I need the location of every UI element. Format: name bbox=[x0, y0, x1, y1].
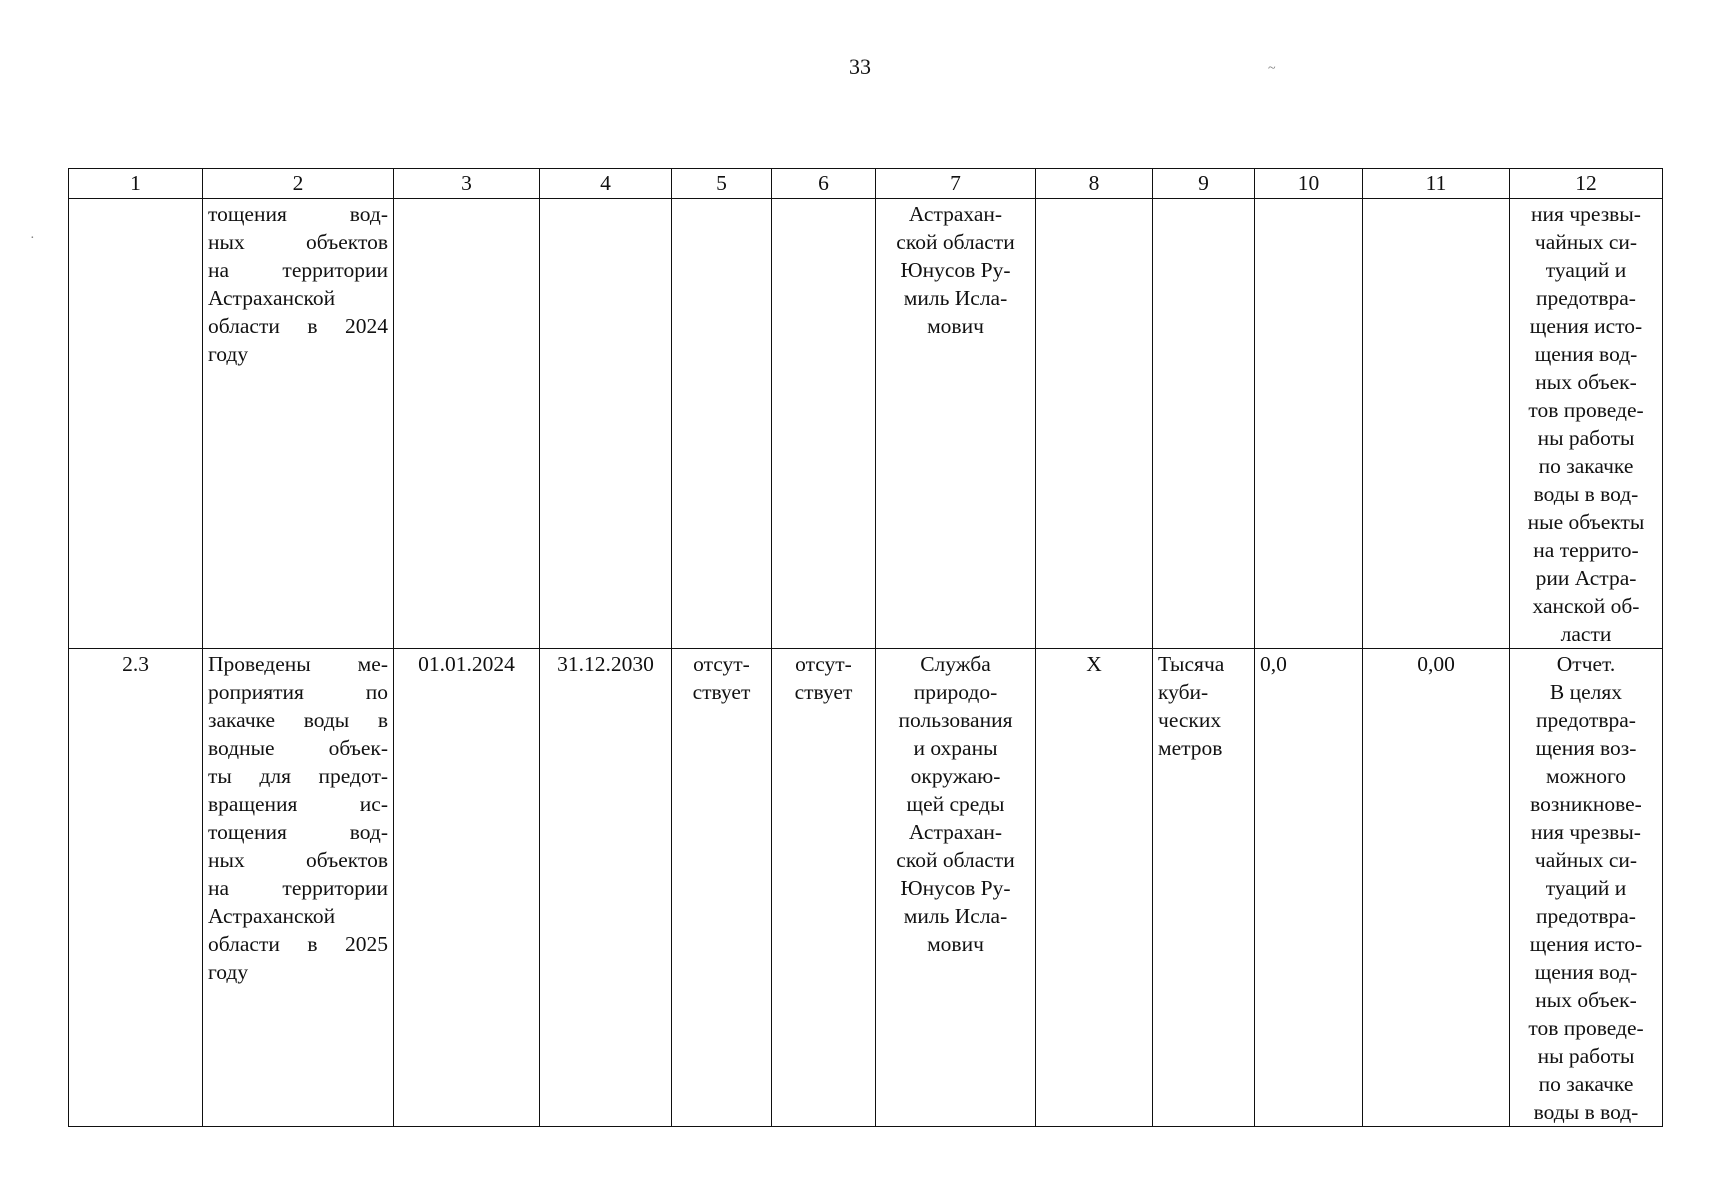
value-cell bbox=[1255, 199, 1363, 649]
cell-line: пользования bbox=[898, 708, 1013, 732]
page-number: 33 bbox=[849, 54, 871, 79]
cell-line: куби- bbox=[1158, 680, 1209, 704]
table-row bbox=[69, 199, 1663, 649]
cell-line: щения воз- bbox=[1535, 736, 1637, 760]
cell-line: метров bbox=[1158, 736, 1223, 760]
responsible-cell bbox=[876, 649, 1036, 1127]
cell-line: ния чрезвы- bbox=[1531, 820, 1641, 844]
column-8-cell bbox=[1036, 199, 1153, 649]
cell-line: рии Астра- bbox=[1535, 566, 1637, 590]
cell-line: ные объекты bbox=[1527, 510, 1645, 534]
measure-name-cell bbox=[203, 199, 394, 649]
cell-line: щения исто- bbox=[1529, 314, 1643, 338]
cell-line: по закачке bbox=[1538, 454, 1634, 478]
cell-line: отсут- bbox=[795, 652, 852, 676]
cell-line: миль Исла- bbox=[903, 904, 1008, 928]
cell-line: окружаю- bbox=[910, 764, 1001, 788]
cell-line: области в 2024 bbox=[208, 314, 388, 338]
cell-line: тощения вод- bbox=[208, 820, 388, 844]
cell-line: ласти bbox=[1560, 622, 1612, 646]
document-table bbox=[68, 168, 1663, 1127]
cell-line: возникнове- bbox=[1530, 792, 1642, 816]
cell-line: закачке воды в bbox=[208, 708, 388, 732]
scan-mark: · bbox=[30, 231, 35, 246]
cell-line: чайных си- bbox=[1534, 230, 1638, 254]
start-date-cell: 01.01.2024 bbox=[394, 649, 540, 1127]
cell-line: ствует bbox=[794, 680, 853, 704]
value-cell bbox=[1363, 199, 1510, 649]
cell-line: воды в вод- bbox=[1533, 482, 1639, 506]
cell-line: по закачке bbox=[1538, 1072, 1634, 1096]
column-number: 3 bbox=[394, 169, 540, 199]
cell-line: туаций и bbox=[1545, 258, 1627, 282]
cell-line: щей среды bbox=[906, 792, 1005, 816]
table-row bbox=[69, 649, 1663, 1127]
cell-line: Астраханской bbox=[208, 286, 336, 310]
column-number: 1 bbox=[69, 169, 203, 199]
item-number-cell bbox=[69, 199, 203, 649]
cell-line: ты для предот- bbox=[208, 764, 388, 788]
column-number: 4 bbox=[540, 169, 672, 199]
cell-line: на территории bbox=[208, 258, 388, 282]
cell-line: ны работы bbox=[1537, 1044, 1635, 1068]
cell-line: щения исто- bbox=[1529, 932, 1643, 956]
column-number: 10 bbox=[1255, 169, 1363, 199]
cell-line: предотвра- bbox=[1536, 286, 1636, 310]
column-number: 7 bbox=[876, 169, 1036, 199]
column-number: 9 bbox=[1153, 169, 1255, 199]
cell-line: ствует bbox=[692, 680, 751, 704]
measure-name-cell bbox=[203, 649, 394, 1127]
cell-line: Тысяча bbox=[1158, 652, 1225, 676]
column-number: 8 bbox=[1036, 169, 1153, 199]
cell-line: области в 2025 bbox=[208, 932, 388, 956]
cell-line: Служба bbox=[920, 652, 991, 676]
cell-line: роприятия по bbox=[208, 680, 388, 704]
value-cell: 0,00 bbox=[1363, 649, 1510, 1127]
cell-line: и охраны bbox=[913, 736, 998, 760]
cell-line: миль Исла- bbox=[903, 286, 1008, 310]
cell-line: Юнусов Ру- bbox=[900, 876, 1011, 900]
column-number: 6 bbox=[772, 169, 876, 199]
item-number-cell: 2.3 bbox=[69, 649, 203, 1127]
cell-line: туаций и bbox=[1545, 876, 1627, 900]
column-6-cell bbox=[772, 199, 876, 649]
cell-line: Отчет. bbox=[1556, 652, 1616, 676]
cell-line: воды в вод- bbox=[1533, 1100, 1639, 1124]
cell-line: ской области bbox=[896, 848, 1015, 872]
cell-line: году bbox=[208, 960, 249, 984]
cell-line: мович bbox=[927, 314, 984, 338]
cell-line: предотвра- bbox=[1536, 708, 1636, 732]
cell-line: отсут- bbox=[693, 652, 750, 676]
end-date-cell: 31.12.2030 bbox=[540, 649, 672, 1127]
cell-line: щения вод- bbox=[1534, 342, 1638, 366]
column-number: 5 bbox=[672, 169, 772, 199]
cell-line: ны работы bbox=[1537, 426, 1635, 450]
column-5-cell bbox=[672, 649, 772, 1127]
column-8-cell: Х bbox=[1036, 649, 1153, 1127]
column-number-row bbox=[69, 169, 1663, 199]
result-cell bbox=[1510, 199, 1663, 649]
cell-line: Юнусов Ру- bbox=[900, 258, 1011, 282]
cell-line: ской области bbox=[896, 230, 1015, 254]
unit-cell bbox=[1153, 199, 1255, 649]
cell-line: году bbox=[208, 342, 249, 366]
cell-line: Астрахан- bbox=[908, 202, 1003, 226]
cell-line: Проведены ме- bbox=[208, 652, 388, 676]
column-number: 12 bbox=[1510, 169, 1663, 199]
cell-line: можного bbox=[1546, 764, 1626, 788]
unit-cell bbox=[1153, 649, 1255, 1127]
responsible-cell bbox=[876, 199, 1036, 649]
cell-line: щения вод- bbox=[1534, 960, 1638, 984]
cell-line: на территории bbox=[208, 876, 388, 900]
column-number: 2 bbox=[203, 169, 394, 199]
cell-line: тов проведе- bbox=[1528, 398, 1644, 422]
cell-line: Астраханской bbox=[208, 904, 336, 928]
cell-line: Астрахан- bbox=[908, 820, 1003, 844]
cell-line: вращения ис- bbox=[208, 792, 388, 816]
cell-line: тов проведе- bbox=[1528, 1016, 1644, 1040]
value-cell: 0,0 bbox=[1255, 649, 1363, 1127]
cell-line: на террито- bbox=[1533, 538, 1639, 562]
cell-line: предотвра- bbox=[1536, 904, 1636, 928]
cell-line: ных объектов bbox=[208, 230, 388, 254]
start-date-cell bbox=[394, 199, 540, 649]
cell-line: ния чрезвы- bbox=[1531, 202, 1641, 226]
column-number: 11 bbox=[1363, 169, 1510, 199]
cell-line: мович bbox=[927, 932, 984, 956]
cell-line: ных объек- bbox=[1535, 370, 1637, 394]
cell-line: ханской об- bbox=[1532, 594, 1640, 618]
cell-line: природо- bbox=[913, 680, 998, 704]
cell-line: тощения вод- bbox=[208, 202, 388, 226]
cell-line: ных объек- bbox=[1535, 988, 1637, 1012]
result-cell bbox=[1510, 649, 1663, 1127]
cell-line: В целях bbox=[1549, 680, 1623, 704]
cell-line: водные объек- bbox=[208, 736, 388, 760]
cell-line: ческих bbox=[1158, 708, 1222, 732]
column-6-cell bbox=[772, 649, 876, 1127]
scan-mark: ~ bbox=[1268, 61, 1276, 76]
cell-line: чайных си- bbox=[1534, 848, 1638, 872]
cell-line: ных объектов bbox=[208, 848, 388, 872]
end-date-cell bbox=[540, 199, 672, 649]
column-5-cell bbox=[672, 199, 772, 649]
